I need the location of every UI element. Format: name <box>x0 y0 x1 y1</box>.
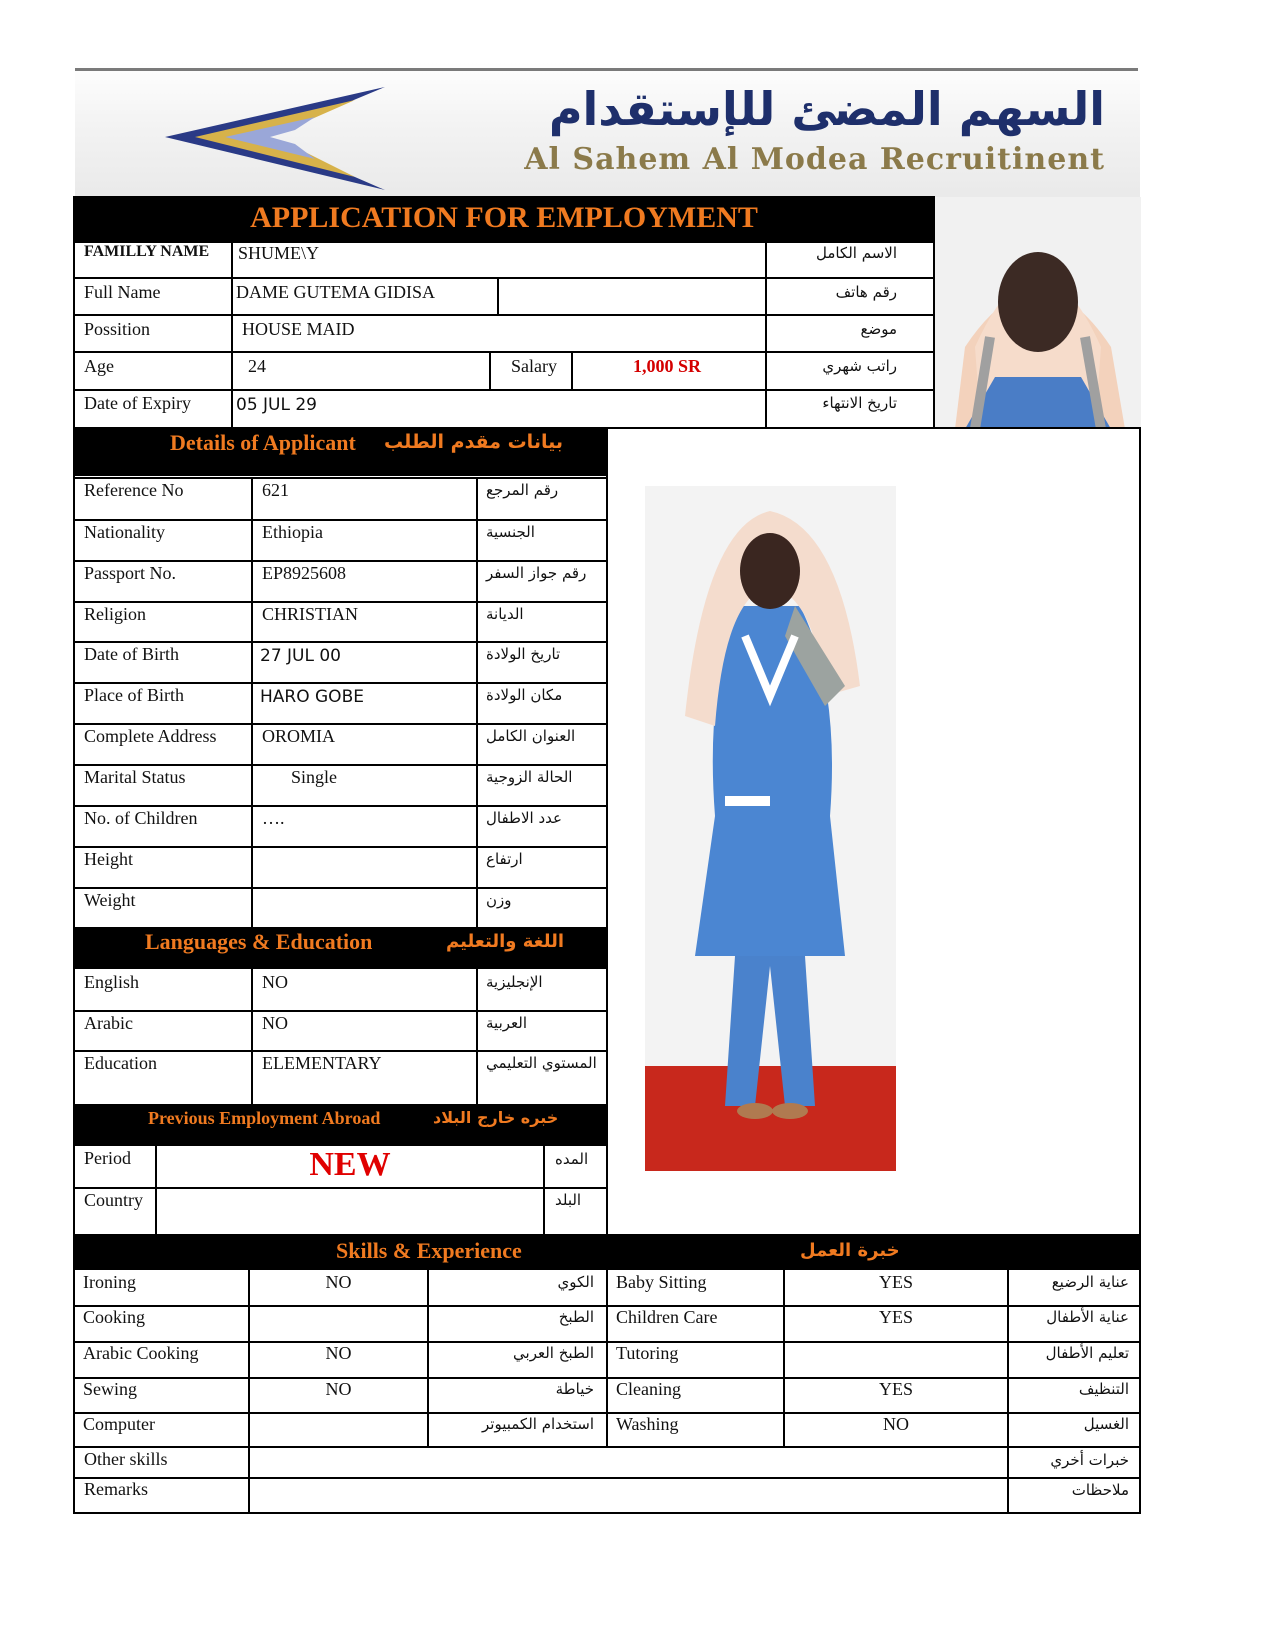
language-row-value: NO <box>262 972 288 992</box>
details-row-label: Marital Status <box>84 767 186 787</box>
details-col-divider <box>476 641 478 682</box>
languages-heading-en: Languages & Education <box>145 929 373 954</box>
details-row-value: 621 <box>262 480 289 500</box>
details-row-label: Religion <box>84 604 146 624</box>
language-row-ar: الإنجليزية <box>486 973 543 991</box>
language-row-label: Education <box>84 1053 157 1073</box>
logo-english-name: Al Sahem Al Modea Recruitinent <box>524 142 1105 177</box>
skill-right-ar: الغسيل <box>1083 1415 1129 1433</box>
skill-right-value: NO <box>883 1414 909 1434</box>
form-title: APPLICATION FOR EMPLOYMENT <box>250 201 758 234</box>
details-row-value: OROMIA <box>262 726 336 746</box>
skills-col-divider <box>606 1305 608 1341</box>
skills-col-divider <box>1007 1305 1009 1341</box>
details-row-label: No. of Children <box>84 808 198 828</box>
details-col-divider <box>476 519 478 560</box>
details-col-divider <box>251 805 253 846</box>
details-row-label: Height <box>84 849 133 869</box>
skill-left-value: NO <box>325 1343 352 1363</box>
family-name-label: FAMILLY NAME <box>84 243 210 260</box>
details-row-divider <box>75 601 607 603</box>
details-col-divider <box>251 477 253 519</box>
skills-col-divider <box>606 1341 608 1377</box>
details-col-divider <box>476 601 478 641</box>
skill-left-label: Cooking <box>83 1307 146 1327</box>
period-label: Period <box>84 1148 131 1168</box>
details-row-ar: العنوان الكامل <box>486 727 576 745</box>
skill-left-ar: خياطة <box>555 1380 594 1398</box>
period-value: NEW <box>309 1146 391 1183</box>
language-row-value: ELEMENTARY <box>262 1053 382 1073</box>
details-col-divider <box>476 805 478 846</box>
full-name-value: DAME GUTEMA GIDISA <box>236 282 435 302</box>
phone-ar: رقم هاتف <box>835 283 897 301</box>
skill-left-label: Computer <box>83 1414 155 1434</box>
language-col-divider <box>251 1010 253 1050</box>
previous-heading-en: Previous Employment Abroad <box>148 1108 381 1128</box>
remarks-label: Remarks <box>84 1479 148 1499</box>
family-name-value: SHUME\Y <box>238 243 320 263</box>
age-label: Age <box>84 356 114 376</box>
details-row-value: CHRISTIAN <box>262 604 359 624</box>
details-row-divider <box>75 764 607 766</box>
details-row-divider <box>75 887 607 889</box>
details-row-value: 27 JUL 00 <box>260 646 341 666</box>
details-row-ar: الحالة الزوجية <box>486 768 573 786</box>
details-col-divider <box>251 846 253 887</box>
skill-right-ar: تعليم الأطفال <box>1045 1344 1129 1362</box>
details-row-ar: مكان الولادة <box>486 686 563 704</box>
skills-col-divider <box>606 1377 608 1412</box>
skill-left-value: NO <box>325 1272 352 1292</box>
skill-left-ar: الطبخ <box>558 1308 594 1326</box>
details-col-divider <box>476 477 478 519</box>
language-row-ar: العربية <box>486 1014 527 1032</box>
language-row-ar: المستوي التعليمي <box>486 1054 597 1072</box>
family-name-ar: الاسم الكامل <box>815 244 897 262</box>
details-col-divider <box>476 723 478 764</box>
skill-left-label: Ironing <box>83 1272 136 1292</box>
country-ar: البلد <box>555 1191 582 1209</box>
skills-col-divider <box>783 1341 785 1377</box>
skill-right-value: YES <box>878 1379 913 1399</box>
details-col-divider <box>476 682 478 723</box>
skills-col-divider <box>427 1305 429 1341</box>
company-logo <box>75 62 1140 200</box>
position-value: HOUSE MAID <box>242 319 355 339</box>
language-row-value: NO <box>262 1013 288 1033</box>
details-col-divider <box>251 682 253 723</box>
details-row-divider <box>75 846 607 848</box>
language-col-divider <box>476 1010 478 1050</box>
skills-col-divider <box>427 1341 429 1377</box>
skill-right-label: Washing <box>616 1414 679 1434</box>
details-row-label: Complete Address <box>84 726 217 746</box>
skill-right-value: YES <box>878 1307 913 1327</box>
skill-right-label: Children Care <box>616 1307 718 1327</box>
details-col-divider <box>251 723 253 764</box>
age-value: 24 <box>248 356 266 376</box>
skill-right-ar: التنظيف <box>1078 1380 1129 1398</box>
details-row-ar: رقم جواز السفر <box>486 564 587 582</box>
details-col-divider <box>251 641 253 682</box>
details-row-value: …. <box>262 808 285 828</box>
language-row-divider <box>75 1050 607 1052</box>
details-row-divider <box>75 519 607 521</box>
details-row-ar: رقم المرجع <box>486 481 559 499</box>
details-row-label: Nationality <box>84 522 165 542</box>
details-col-divider <box>251 764 253 805</box>
country-label: Country <box>84 1190 144 1210</box>
position-ar: موضع <box>860 320 897 338</box>
skill-right-label: Baby Sitting <box>616 1272 707 1292</box>
skills-col-divider <box>248 1305 250 1341</box>
details-row-ar: عدد الاطفال <box>486 809 562 827</box>
details-row-value: Single <box>291 767 338 787</box>
top-form-frame <box>73 196 935 429</box>
other-skills-ar: خبرات أخري <box>1050 1451 1129 1469</box>
details-row-label: Date of Birth <box>84 644 179 664</box>
skill-left-ar: الطبخ العربي <box>513 1344 594 1362</box>
skills-col-divider <box>427 1377 429 1412</box>
skill-left-value: NO <box>325 1379 352 1399</box>
logo-rule <box>75 68 1138 71</box>
skills-col-divider <box>248 1412 250 1446</box>
details-col-divider <box>476 887 478 927</box>
other-skills-label: Other skills <box>84 1449 168 1469</box>
languages-heading-ar: اللغة والتعليم <box>446 931 565 952</box>
details-row-divider <box>75 805 607 807</box>
details-row-ar: ارتفاع <box>486 850 523 868</box>
expiry-value: 05 JUL 29 <box>236 395 317 415</box>
skill-left-ar: استخدام الكمبيوتر <box>482 1415 594 1433</box>
details-col-divider <box>251 560 253 601</box>
details-row-divider <box>75 560 607 562</box>
details-row-divider <box>75 641 607 643</box>
language-row-divider <box>75 1010 607 1012</box>
skill-left-label: Sewing <box>83 1379 137 1399</box>
language-row-label: English <box>84 972 140 992</box>
details-heading-en: Details of Applicant <box>170 430 356 455</box>
expiry-ar: تاريخ الانتهاء <box>822 394 897 412</box>
logo-arabic-name: السهم المضئ للإستقدام <box>548 82 1105 136</box>
details-col-divider <box>251 519 253 560</box>
skill-left-ar: الكوي <box>557 1273 594 1291</box>
language-col-divider <box>476 1050 478 1104</box>
language-row-label: Arabic <box>84 1013 133 1033</box>
details-row-value: Ethiopia <box>262 522 323 542</box>
skills-col-divider <box>606 1270 608 1305</box>
details-row-ar: الديانة <box>486 605 524 623</box>
skills-col-divider <box>1007 1270 1009 1305</box>
language-col-divider <box>251 969 253 1010</box>
details-row-label: Reference No <box>84 480 184 500</box>
details-col-divider <box>251 887 253 927</box>
salary-value: 1,000 SR <box>632 356 701 376</box>
details-row-divider <box>75 682 607 684</box>
remarks-ar: ملاحظات <box>1071 1481 1129 1499</box>
details-col-divider <box>476 764 478 805</box>
details-row-divider <box>75 477 607 479</box>
skill-right-ar: عناية الأطفال <box>1046 1308 1129 1326</box>
details-row-value: EP8925608 <box>262 563 347 583</box>
skills-col-divider <box>606 1412 608 1446</box>
previous-heading-ar: خبره خارج البلاد <box>433 1108 559 1127</box>
details-col-divider <box>476 560 478 601</box>
details-row-label: Weight <box>84 890 136 910</box>
skills-col-divider <box>1007 1377 1009 1412</box>
skills-col-divider <box>427 1412 429 1446</box>
details-row-ar: وزن <box>486 891 512 909</box>
period-ar: المده <box>555 1150 589 1168</box>
details-row-value: HARO GOBE <box>260 687 364 707</box>
skills-heading-ar: خبرة العمل <box>800 1240 900 1261</box>
details-col-divider <box>476 846 478 887</box>
salary-ar: راتب شهري <box>822 357 897 375</box>
skills-heading-en: Skills & Experience <box>336 1238 522 1263</box>
applicant-headshot-photo <box>935 197 1141 429</box>
applicant-full-body-photo <box>645 486 896 1171</box>
skills-col-divider <box>1007 1412 1009 1446</box>
skill-right-value: YES <box>878 1272 913 1292</box>
details-row-divider <box>75 723 607 725</box>
skill-right-ar: عناية الرضيع <box>1051 1273 1129 1291</box>
details-col-divider <box>251 601 253 641</box>
details-row-ar: الجنسية <box>486 523 535 541</box>
position-label: Possition <box>84 319 151 339</box>
skills-col-divider <box>1007 1341 1009 1377</box>
skills-col-divider <box>427 1270 429 1305</box>
details-row-label: Place of Birth <box>84 685 184 705</box>
details-heading-ar: بيانات مقدم الطلب <box>384 431 563 453</box>
skill-right-label: Tutoring <box>616 1343 679 1363</box>
salary-label: Salary <box>511 356 557 376</box>
skill-left-label: Arabic Cooking <box>83 1343 199 1363</box>
skill-right-label: Cleaning <box>616 1379 681 1399</box>
language-col-divider <box>476 969 478 1010</box>
details-row-ar: تاريخ الولادة <box>486 645 561 663</box>
full-name-label: Full Name <box>84 282 161 302</box>
details-row-label: Passport No. <box>84 563 177 583</box>
expiry-label: Date of Expiry <box>84 393 191 413</box>
language-col-divider <box>251 1050 253 1104</box>
